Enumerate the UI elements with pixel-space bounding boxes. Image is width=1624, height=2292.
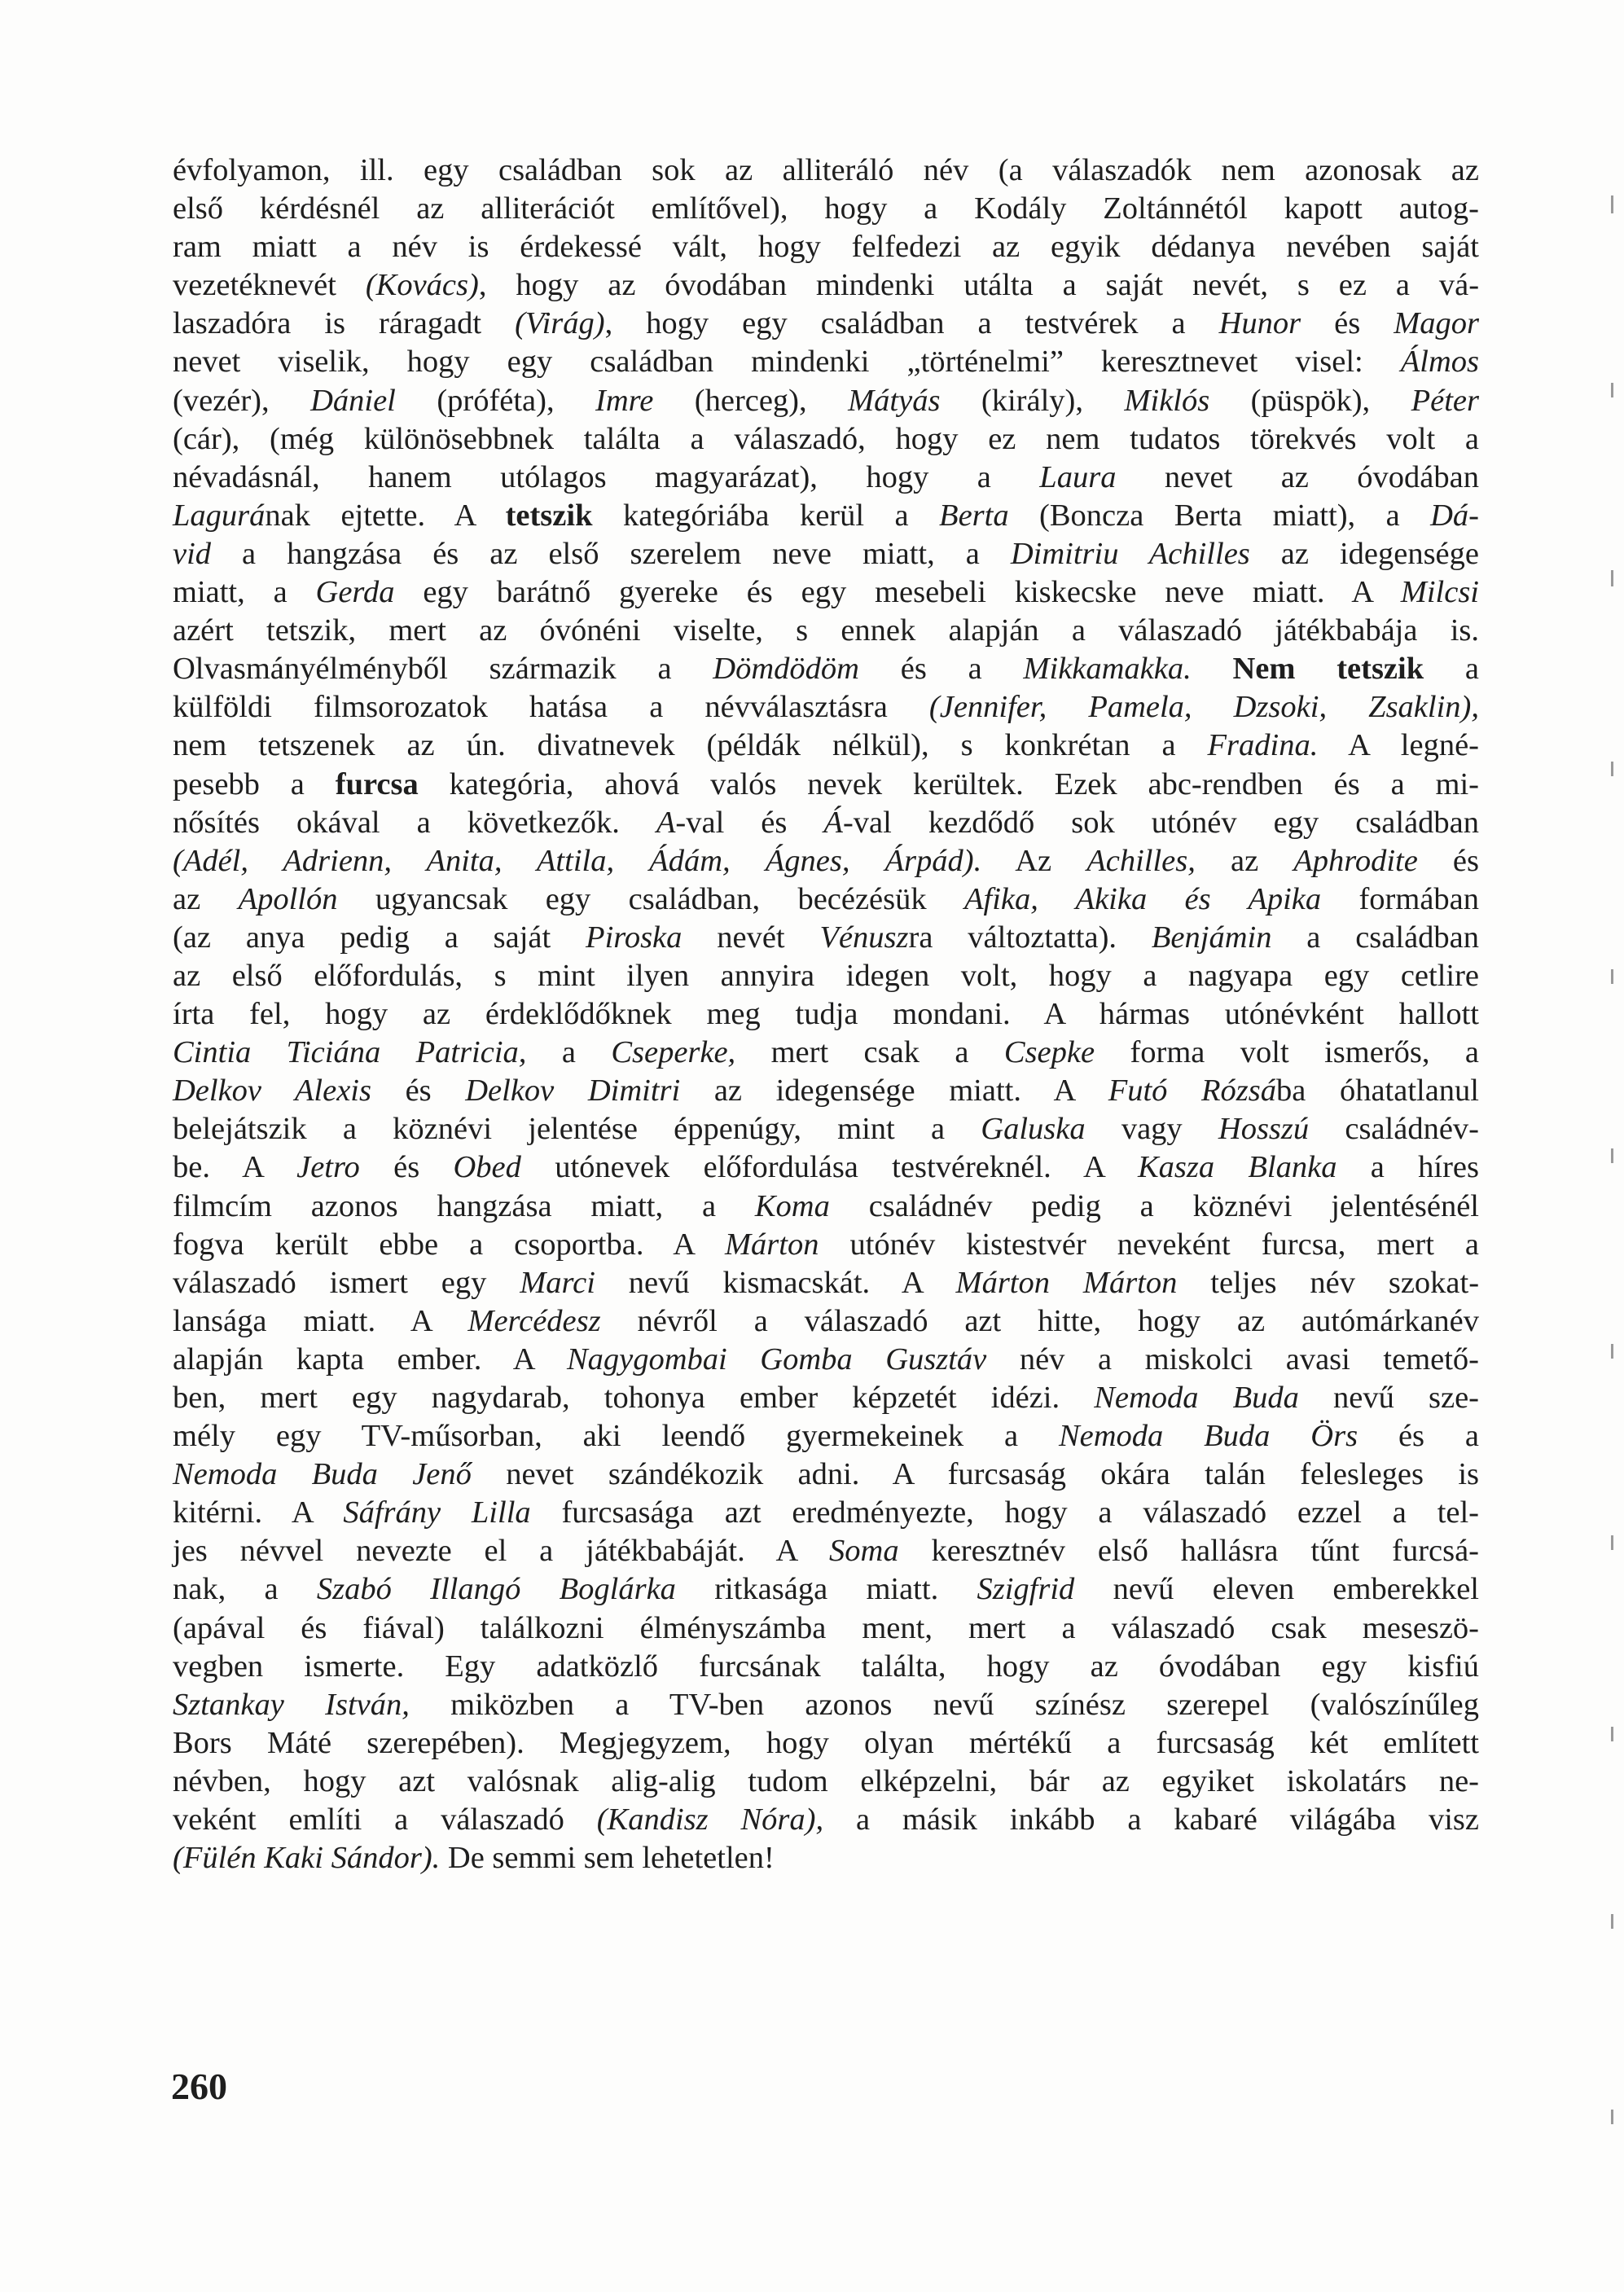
italic-name: Soma — [829, 1534, 899, 1569]
text-run: miközben a TV-ben azonos nevű színész szerepel (valószínűleg — [409, 1687, 1479, 1722]
text-run: fogva került ebbe a csoportba. A — [173, 1227, 725, 1262]
italic-name: Apollón — [238, 881, 338, 916]
text-line — [173, 343, 1479, 381]
scan-edge-mark — [1611, 570, 1613, 586]
text-run: vegben ismerte. Egy adatközlő furcsának találta, hogy az óvodában egy kisfiú — [173, 1649, 1479, 1684]
text-run: nevű eleven emberekkel — [1074, 1572, 1480, 1607]
text-run: (apával és fiával) találkozni élményszámba ment, mert a válaszadó csak meseszö- — [173, 1610, 1479, 1645]
text-run: és — [1417, 843, 1479, 878]
italic-name: Benjámin — [1151, 920, 1272, 955]
text-run: név a miskolci avasi temető- — [986, 1341, 1479, 1377]
text-run: jes névvel nevezte el a játékbabáját. A — [173, 1534, 830, 1569]
text-run: (vezér), — [173, 383, 311, 418]
text-run: nevet viselik, hogy egy családban mindenki „történelmi” keresztnevet visel: — [173, 345, 1401, 380]
italic-name: Aphrodite — [1293, 843, 1418, 878]
text-line — [173, 1379, 1479, 1417]
text-line — [173, 497, 1479, 535]
text-line — [173, 612, 1479, 650]
text-run: be. A — [173, 1150, 297, 1185]
scan-edge-mark — [1611, 969, 1613, 984]
text-run: nak, a — [173, 1572, 317, 1607]
text-line — [173, 1763, 1479, 1801]
text-run: (király), — [940, 383, 1125, 418]
text-run: ritkasága miatt. — [675, 1572, 977, 1607]
text-run: a hangzása és az első szerelem neve miatt, a — [211, 536, 1011, 571]
scan-edge-mark — [1611, 195, 1613, 213]
italic-name: Cseperke, — [611, 1035, 736, 1070]
text-run: családnév pedig a köznévi jelentésénél — [829, 1188, 1479, 1223]
text-run: családnév- — [1309, 1112, 1479, 1147]
text-run: nevét — [682, 920, 820, 955]
text-line — [173, 1034, 1479, 1072]
italic-name: Cintia Ticiána Patricia, — [173, 1035, 527, 1070]
text-run: és — [359, 1150, 454, 1185]
italic-name: Csepke — [1003, 1035, 1095, 1070]
text-run: miatt, a — [173, 575, 316, 610]
text-run: belejátszik a köznévi jelentése éppenúgy, mint a — [173, 1112, 981, 1147]
text-line — [173, 1686, 1479, 1724]
italic-name: Szigfrid — [977, 1572, 1075, 1607]
italic-name: Vénusz — [819, 920, 909, 955]
text-run: utónév kistestvér neveként furcsa, mert a — [819, 1227, 1479, 1262]
text-run: (cár), (még különösebbnek találta a válaszadó, hogy ez nem tudatos törekvés volt a — [173, 421, 1479, 456]
italic-name: (Kandisz Nóra), — [596, 1802, 824, 1838]
text-line — [173, 1839, 1479, 1877]
italic-name: Nemoda Buda Jenő — [173, 1457, 472, 1492]
italic-name: A — [656, 805, 676, 840]
text-run: Az — [981, 843, 1087, 878]
text-line — [173, 1110, 1479, 1148]
scan-edge-mark — [1611, 1914, 1613, 1929]
text-run: lansága miatt. A — [173, 1303, 468, 1338]
italic-name: vid — [173, 536, 212, 571]
scan-edge-mark — [1611, 1148, 1613, 1163]
italic-name: Sztankay István, — [173, 1687, 410, 1722]
italic-name: Márton Márton — [955, 1265, 1178, 1300]
text-run: , hogy egy családban a testvérek a — [604, 306, 1219, 341]
text-run: külföldi filmsorozatok hatása a névválasztásra — [173, 690, 929, 725]
italic-name: Miklós — [1124, 383, 1210, 418]
text-run: az idegensége — [1249, 536, 1479, 571]
italic-name: (Virág) — [515, 306, 605, 341]
scan-edge-mark — [1611, 1535, 1613, 1550]
text-run: (Boncza Berta miatt), a — [1008, 498, 1431, 533]
text-run: -val és — [675, 805, 824, 840]
italic-name: Delkov Alexis — [173, 1074, 371, 1109]
text-run: Olvasmányélményből származik a — [173, 652, 713, 687]
text-line — [173, 305, 1479, 343]
text-run: azért tetszik, mert az óvónéni viselte, s ennek alapján a válaszadó játékbabája is. — [173, 613, 1479, 648]
text-run: furcsasága azt eredményezte, hogy a válaszadó ezzel a tel- — [530, 1495, 1479, 1530]
text-line — [173, 995, 1479, 1034]
italic-name: Márton — [724, 1227, 819, 1262]
italic-name: Berta — [939, 498, 1009, 533]
italic-name: Szabó Illangó Boglárka — [316, 1572, 676, 1607]
text-run — [1192, 652, 1233, 686]
text-run: nevet szándékozik adni. A furcsaság okára talán felesleges is — [471, 1457, 1479, 1492]
text-run: a híres — [1337, 1150, 1479, 1185]
text-run: pesebb a — [173, 766, 336, 801]
italic-name: Hunor — [1218, 306, 1301, 341]
text-run: nem tetszenek az ún. divatnevek (példák nélkül), s konkrétan a — [173, 728, 1208, 763]
text-run: (herceg), — [653, 383, 849, 418]
italic-name: Magor — [1394, 306, 1479, 341]
text-line — [173, 1801, 1479, 1839]
italic-name: Mercédesz — [467, 1303, 601, 1338]
text-run: és a — [858, 652, 1024, 687]
text-line — [173, 1226, 1479, 1264]
text-run: ra változtatta). — [908, 920, 1152, 955]
text-run: a — [1424, 652, 1479, 687]
text-line — [173, 1532, 1479, 1570]
italic-name: Hosszú — [1218, 1112, 1310, 1147]
text-run: formában — [1321, 881, 1479, 916]
italic-name: (Jennifer, Pamela, Dzsoki, Zsaklin), — [928, 690, 1479, 725]
text-run: (az anya pedig a saját — [173, 920, 586, 955]
text-line — [173, 420, 1479, 459]
scan-edge-mark — [1611, 1344, 1613, 1359]
text-run: ram miatt a név is érdekessé vált, hogy felfedezi az egyik dédanya nevében saját — [173, 230, 1479, 265]
text-run: ba óhatatlanul — [1276, 1074, 1479, 1109]
italic-name: Piroska — [586, 920, 683, 955]
text-run: A legné- — [1318, 728, 1480, 763]
bold-category: tetszik — [505, 498, 593, 533]
text-run: mély egy TV-műsorban, aki leendő gyermekeinek a — [173, 1419, 1059, 1454]
text-line — [173, 842, 1479, 880]
italic-name: Lagurá — [173, 498, 266, 533]
italic-name: Jetro — [296, 1150, 360, 1185]
text-line — [173, 382, 1479, 420]
text-run: Bors Máté szerepében). Megjegyzem, hogy olyan mértékű a furcsaság két említett — [173, 1725, 1479, 1760]
body-paragraph — [173, 151, 1479, 1877]
text-line — [173, 151, 1479, 190]
text-run: -val kezdődő sok utónév egy családban — [842, 805, 1480, 840]
italic-name: Kasza Blanka — [1137, 1150, 1337, 1185]
text-line — [173, 766, 1479, 804]
text-run: (próféta), — [395, 383, 596, 418]
text-run: a családban — [1271, 920, 1479, 955]
text-run: laszadóra is ráragadt — [173, 306, 516, 341]
text-line — [173, 880, 1479, 919]
italic-name: (Adél, Adrienn, Anita, Attila, Ádám, Ágnes, Árpád). — [173, 843, 982, 878]
italic-name: Nagygombai Gomba Gusztáv — [566, 1341, 987, 1377]
text-run: utónevek előfordulása testvéreknél. A — [520, 1150, 1138, 1185]
text-run: névadásnál, hanem utólagos magyarázat), hogy a — [173, 459, 1040, 494]
scan-edge-mark — [1611, 383, 1613, 397]
italic-name: Galuska — [981, 1112, 1086, 1147]
text-run: az idegensége miatt. A — [680, 1074, 1108, 1109]
text-run: De semmi sem lehetetlen! — [440, 1841, 775, 1876]
text-line — [173, 1609, 1479, 1648]
text-run: és a — [1358, 1419, 1479, 1454]
text-run: keresztnév első hallásra tűnt furcsá- — [898, 1534, 1479, 1569]
italic-name: Afika, Akika és Apika — [964, 881, 1322, 916]
text-line — [173, 1724, 1479, 1763]
text-run: veként említi a válaszadó — [173, 1802, 597, 1838]
text-run: filmcím azonos hangzása miatt, a — [173, 1188, 755, 1223]
italic-name: Dimitriu Achilles — [1010, 536, 1250, 571]
italic-name: Á — [823, 805, 843, 840]
text-line — [173, 459, 1479, 497]
text-line — [173, 688, 1479, 727]
text-line — [173, 1341, 1479, 1379]
italic-name: (Fülén Kaki Sándor). — [173, 1841, 441, 1876]
text-run: teljes név szokat- — [1177, 1265, 1480, 1300]
text-run: vagy — [1085, 1112, 1218, 1147]
italic-name: Péter — [1411, 383, 1479, 418]
italic-name: Milcsi — [1400, 575, 1479, 610]
text-run: válaszadó ismert egy — [173, 1265, 520, 1300]
text-run: mert csak a — [735, 1035, 1004, 1070]
text-run: kategória, ahová valós nevek kerültek. Ezek abc-rendben és a mi- — [418, 766, 1479, 801]
bold-category: furcsa — [335, 766, 419, 801]
text-run: ugyancsak egy családban, becézésük — [337, 881, 964, 916]
text-run: , hogy az óvodában mindenki utálta a saját nevét, s ez a vá- — [478, 268, 1480, 303]
text-run: írta fel, hogy az érdeklődőknek meg tudja mondani. A hármas utónévként hallott — [173, 997, 1479, 1032]
italic-name: Achilles, — [1086, 843, 1196, 878]
text-run: nevet az óvodában — [1116, 459, 1479, 494]
text-line — [173, 1188, 1479, 1226]
text-run: évfolyamon, ill. egy családban sok az alliteráló név (a válaszadók nem azonosak az — [173, 153, 1479, 187]
text-run: kategóriába kerül a — [592, 498, 940, 533]
italic-name: Mátyás — [848, 383, 941, 418]
italic-name: Delkov Dimitri — [465, 1074, 681, 1109]
text-line — [173, 804, 1479, 842]
italic-name: Nemoda Buda — [1094, 1381, 1299, 1415]
scan-edge-mark — [1611, 2110, 1613, 2124]
italic-name: Dániel — [310, 383, 396, 418]
page-number: 260 — [171, 2066, 227, 2107]
text-line — [173, 1302, 1479, 1341]
text-line — [173, 190, 1479, 228]
text-run: az — [173, 881, 239, 916]
scan-edge-mark — [1611, 1727, 1613, 1741]
text-line — [173, 1494, 1479, 1532]
italic-name: Fradina. — [1207, 728, 1319, 763]
text-line — [173, 957, 1479, 995]
italic-name: Gerda — [315, 575, 395, 610]
italic-name: Álmos — [1400, 345, 1479, 380]
scan-edge-mark — [1611, 762, 1613, 776]
text-run: és — [371, 1074, 466, 1109]
text-run: nak ejtette. A — [265, 498, 506, 533]
text-run: névről a válaszadó azt hitte, hogy az autómárkanév — [600, 1303, 1479, 1338]
text-line — [173, 919, 1479, 957]
text-run: névben, hogy azt valósnak alig-alig tudom elképzelni, bár az egyiket iskolatárs ne- — [173, 1763, 1479, 1798]
italic-name: Obed — [453, 1150, 521, 1185]
text-run: kitérni. A — [173, 1495, 344, 1530]
text-run: (püspök), — [1209, 383, 1411, 418]
text-line — [173, 266, 1479, 305]
text-line — [173, 1148, 1479, 1187]
text-run: egy barátnő gyereke és egy mesebeli kiskecske neve miatt. A — [394, 575, 1401, 610]
text-line — [173, 1648, 1479, 1686]
text-run: első kérdésnél az alliterációt említővel), hogy a Kodály Zoltánnétól kapott autog- — [173, 191, 1479, 226]
text-line — [173, 727, 1479, 765]
text-run: ben, mert egy nagydarab, tohonya ember képzetét idézi. — [173, 1381, 1095, 1415]
italic-name: Dömdödöm — [713, 652, 859, 687]
text-run: az első előfordulás, s mint ilyen annyira idegen volt, hogy a nagyapa egy cetlire — [173, 958, 1479, 993]
text-line — [173, 573, 1479, 612]
text-run: a — [526, 1035, 612, 1070]
text-line — [173, 1456, 1479, 1494]
italic-name: Futó Rózsá — [1108, 1074, 1277, 1109]
italic-name: (Kovács) — [365, 268, 479, 303]
text-run: vezetéknevét — [173, 268, 366, 303]
text-line — [173, 1264, 1479, 1302]
italic-name: Laura — [1039, 459, 1117, 494]
text-run: az — [1195, 843, 1294, 878]
text-run: a másik inkább a kabaré világába visz — [823, 1802, 1479, 1838]
italic-name: Nemoda Buda Örs — [1058, 1419, 1358, 1454]
italic-name: Dá- — [1430, 498, 1479, 533]
text-run: alapján kapta ember. A — [173, 1341, 567, 1377]
text-run: és — [1301, 306, 1394, 341]
italic-name: Koma — [754, 1188, 830, 1223]
italic-name: Sáfrány Lilla — [343, 1495, 531, 1530]
text-line — [173, 535, 1479, 573]
italic-name: Imre — [595, 383, 654, 418]
text-line — [173, 1417, 1479, 1456]
italic-name: Marci — [520, 1265, 595, 1300]
text-run: forma volt ismerős, a — [1095, 1035, 1479, 1070]
italic-name: Mikkamakka. — [1023, 652, 1192, 687]
text-run: nősítés okával a következők. — [173, 805, 656, 840]
text-line — [173, 650, 1479, 688]
text-line — [173, 1570, 1479, 1609]
text-run: nevű kismacskát. A — [595, 1265, 956, 1300]
text-line — [173, 1072, 1479, 1110]
bold-category: Nem tetszik — [1232, 652, 1424, 687]
text-line — [173, 228, 1479, 266]
text-run: nevű sze- — [1298, 1381, 1479, 1415]
